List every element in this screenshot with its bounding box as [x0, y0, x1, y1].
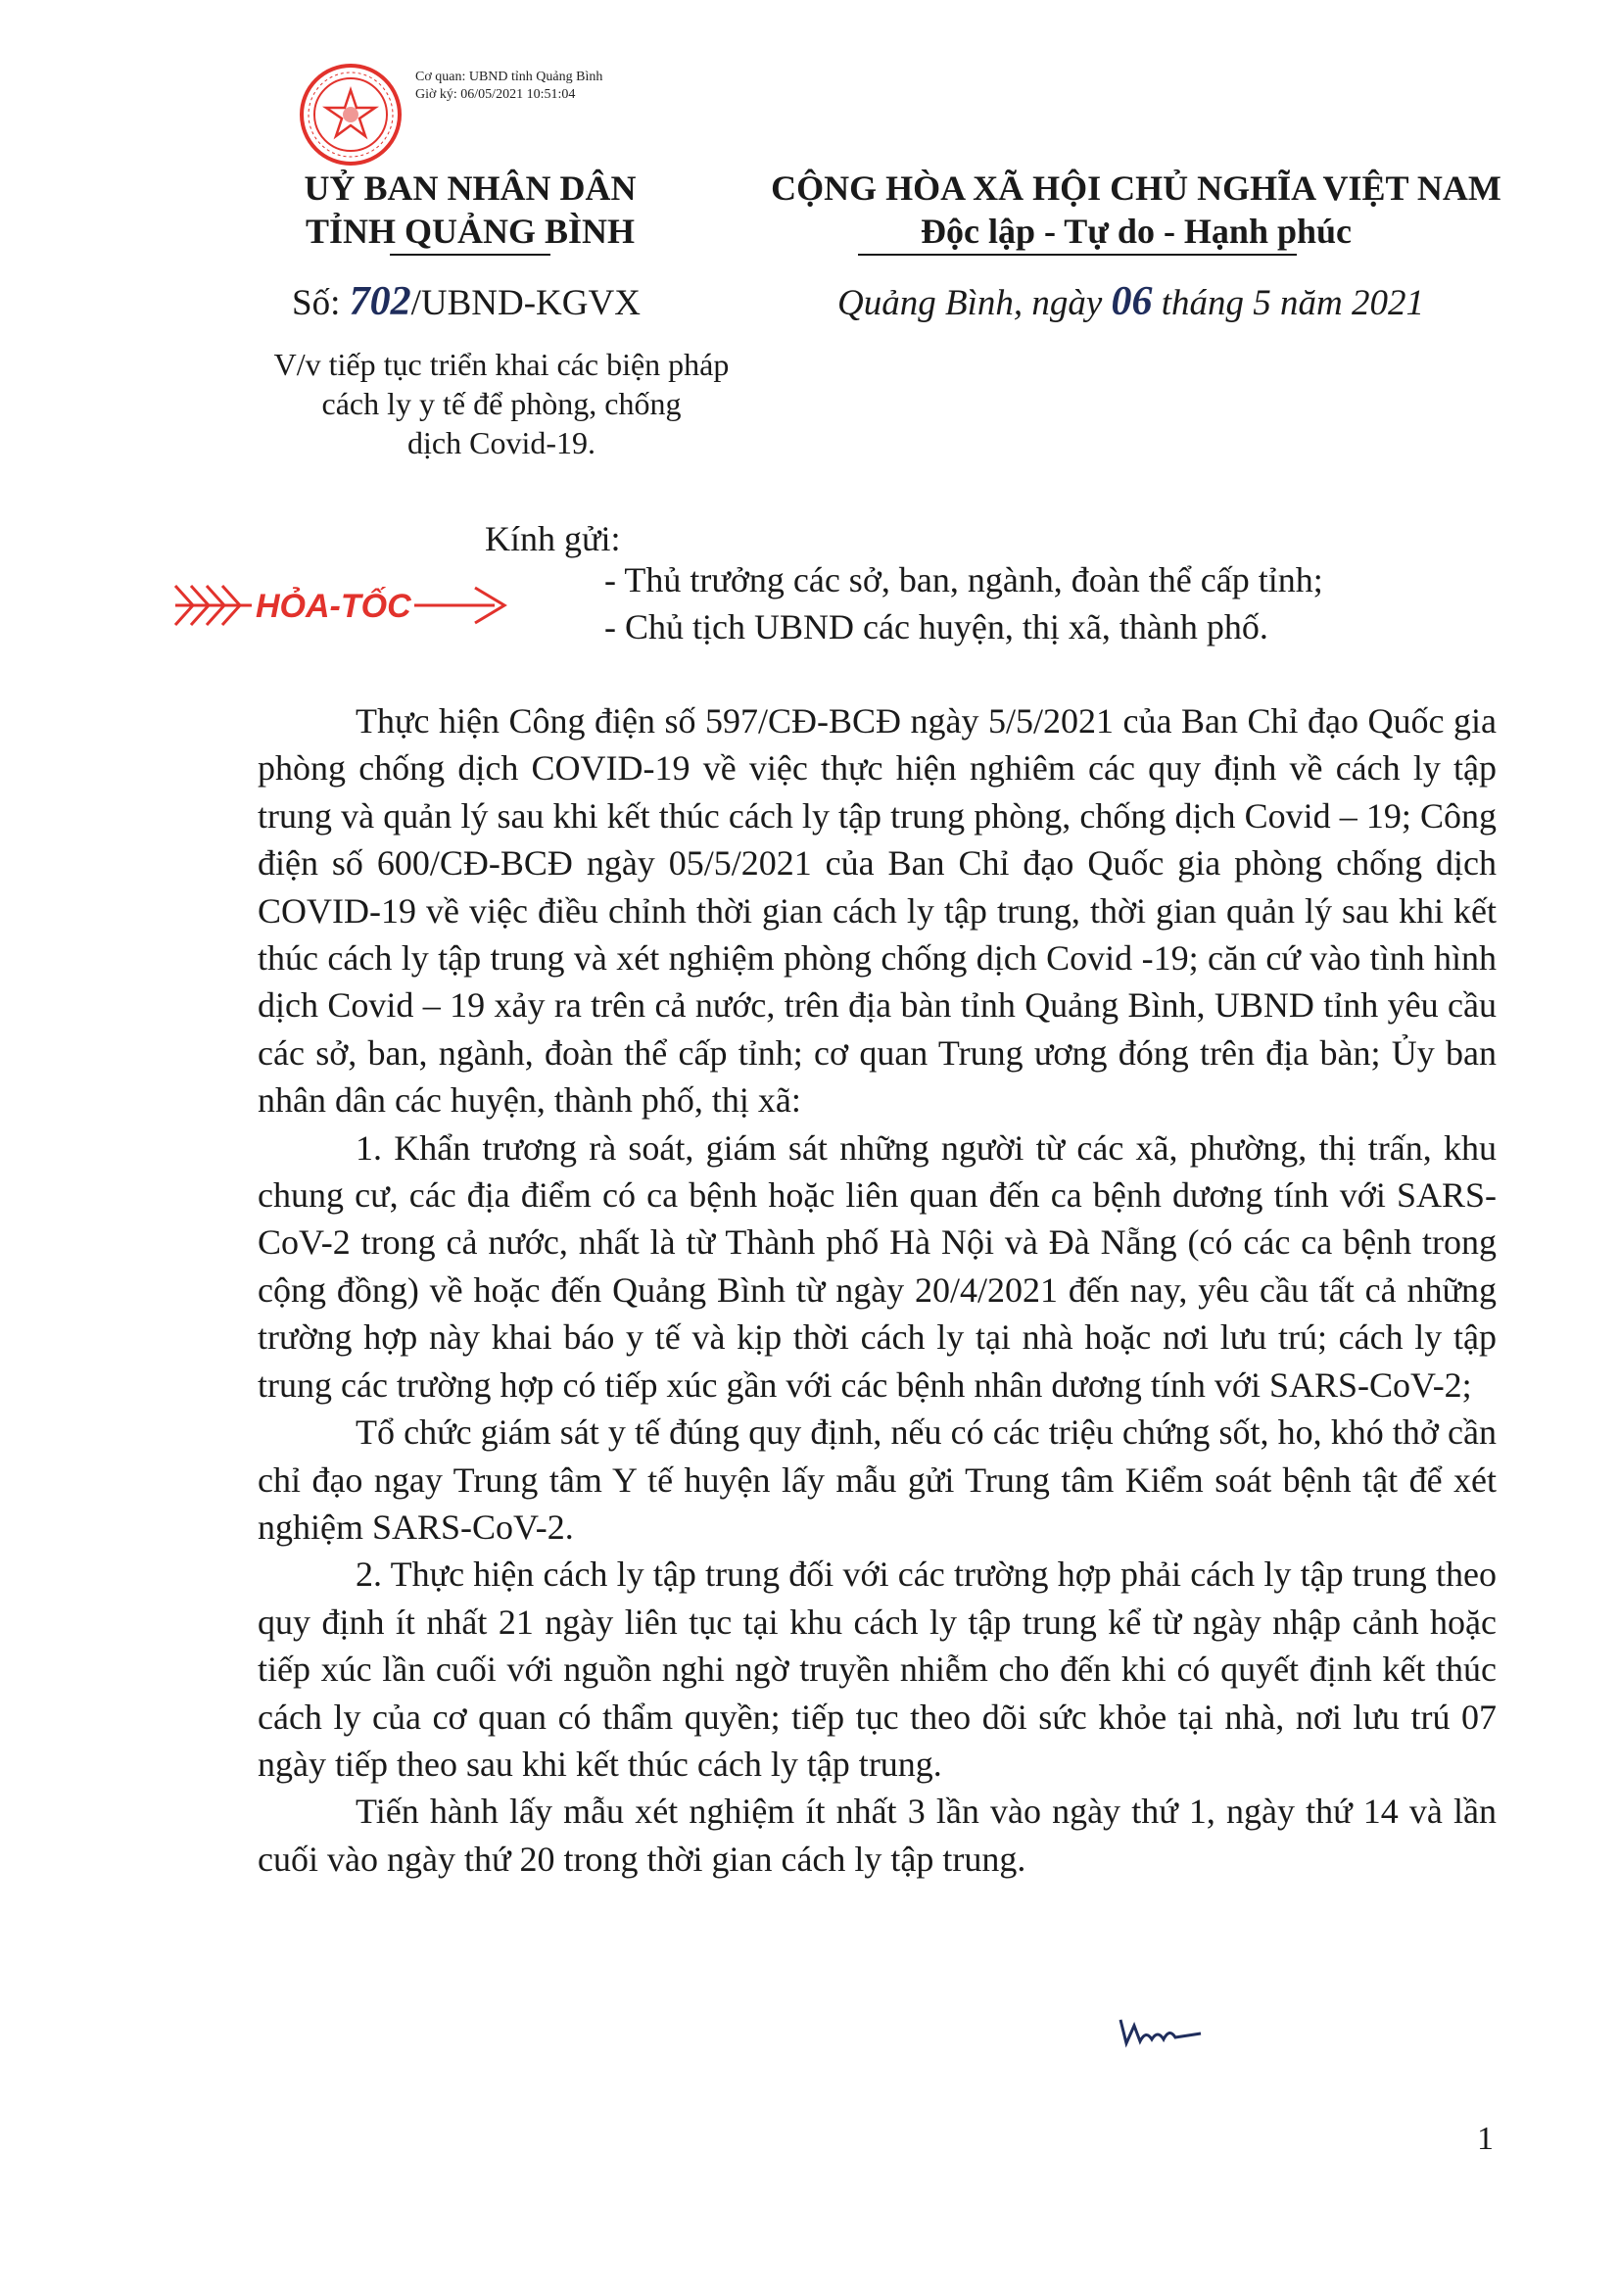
recipients-label: Kính gửi:: [485, 519, 621, 558]
body-item1b: Tổ chức giám sát y tế đúng quy định, nếu có các triệu chứng sốt, ho, khó thở cần chỉ đạo ngay Trung tâm Y tế huyện lấy mẫu gửi Trung tâm Kiểm soát bệnh tật để xét nghiệm SARS-CoV-2.: [258, 1412, 1497, 1547]
date-suffix: tháng 5 năm 2021: [1152, 283, 1425, 323]
motto-underline: [858, 254, 1297, 256]
document-number-suffix: /UBND-KGVX: [410, 283, 641, 323]
agency-name-line2: TỈNH QUẢNG BÌNH: [305, 212, 636, 251]
date-prefix: Quảng Bình, ngày: [837, 283, 1112, 323]
document-number: [292, 280, 641, 325]
agency-name-line1: UỶ BAN NHÂN DÂN: [304, 168, 637, 208]
date-day-handwritten: 06: [1111, 279, 1153, 324]
national-title: CỘNG HÒA XÃ HỘI CHỦ NGHĨA VIỆT NAM: [771, 168, 1501, 208]
subject-line3: dịch Covid-19.: [407, 425, 595, 460]
signature-seal-icon: [297, 61, 405, 168]
document-body: [258, 697, 1497, 1883]
document-date: [837, 280, 1424, 325]
subject-line2: cách ly y tế để phòng, chống: [321, 386, 682, 421]
subject-line1: V/v tiếp tục triển khai các biện pháp: [273, 347, 730, 382]
signature-info: [415, 69, 602, 104]
recipient-line2: - Chủ tịch UBND các huyện, thị xã, thành phố.: [604, 607, 1268, 646]
handwritten-initials-icon: [1117, 2010, 1205, 2049]
body-intro: Thực hiện Công điện số 597/CĐ-BCĐ ngày 5/5/2021 của Ban Chỉ đạo Quốc gia phòng chống dịch COVID-19 về việc thực hiện nghiêm các quy định về cách ly tập trung và quản lý sau khi kết thúc cách ly tập trung phòng, chống dịch Covid – 19; Công điện số 600/CĐ-BCĐ ngày 05/5/2021 của Ban Chỉ đạo Quốc gia phòng chống dịch COVID-19 về việc điều chỉnh thời gian cách ly tập trung, thời gian quản lý sau khi kết thúc cách ly tập trung và xét nghiệm phòng chống dịch Covid -19; căn cứ vào tình hình dịch Covid – 19 xảy ra trên cả nước, trên địa bàn tỉnh Quảng Bình, UBND tỉnh yêu cầu các sở, ban, ngành, đoàn thể cấp tỉnh; cơ quan Trung ương đóng trên địa bàn; Ủy ban nhân dân các huyện, thành phố, thị xã:: [258, 701, 1497, 1121]
document-subject: [247, 345, 756, 462]
urgent-stamp: [171, 566, 524, 645]
body-item1: 1. Khẩn trương rà soát, giám sát những người từ các xã, phường, thị trấn, khu chung cư, các địa điểm có ca bệnh hoặc liên quan đến ca bệnh dương tính với SARS-CoV-2 trong cả nước, nhất là từ Thành phố Hà Nội và Đà Nẵng (có các ca bệnh trong cộng đồng) về hoặc đến Quảng Bình từ ngày 20/4/2021 đến nay, yêu cầu tất cả những trường hợp này khai báo y tế và kịp thời cách ly tại nhà hoặc nơi lưu trú; cách ly tập trung các trường hợp có tiếp xúc gần với các bệnh nhân dương tính với SARS-CoV-2;: [258, 1127, 1497, 1405]
urgent-stamp-text: HỎA-TỐC: [256, 588, 411, 625]
body-item2: 2. Thực hiện cách ly tập trung đối với các trường hợp phải cách ly tập trung theo quy định ít nhất 21 ngày liên tục tại khu cách ly tập trung kể từ ngày nhập cảnh hoặc tiếp xúc lần cuối với nguồn nghi ngờ truyền nhiễm cho đến khi có quyết định kết thúc cách ly của cơ quan có thẩm quyền; tiếp tục theo dõi sức khỏe tại nhà, nơi lưu trú 07 ngày tiếp theo sau khi kết thúc cách ly tập trung.: [258, 1555, 1497, 1784]
national-motto: Độc lập - Tự do - Hạnh phúc: [920, 212, 1353, 251]
recipients-list: [604, 556, 1323, 650]
document-number-handwritten: 702: [349, 279, 411, 324]
agency-underline: [390, 254, 550, 256]
document-number-prefix: Số:: [292, 283, 350, 323]
signature-agency: Cơ quan: UBND tỉnh Quảng Bình: [415, 70, 603, 84]
signature-time: Giờ ký: 06/05/2021 10:51:04: [415, 87, 576, 102]
page-number: 1: [1477, 2121, 1494, 2157]
body-item2b: Tiến hành lấy mẫu xét nghiệm ít nhất 3 lần vào ngày thứ 1, ngày thứ 14 và lần cuối vào ngày thứ 20 trong thời gian cách ly tập trung.: [258, 1792, 1497, 1879]
recipient-line1: - Thủ trưởng các sở, ban, ngành, đoàn thể cấp tỉnh;: [604, 560, 1323, 599]
